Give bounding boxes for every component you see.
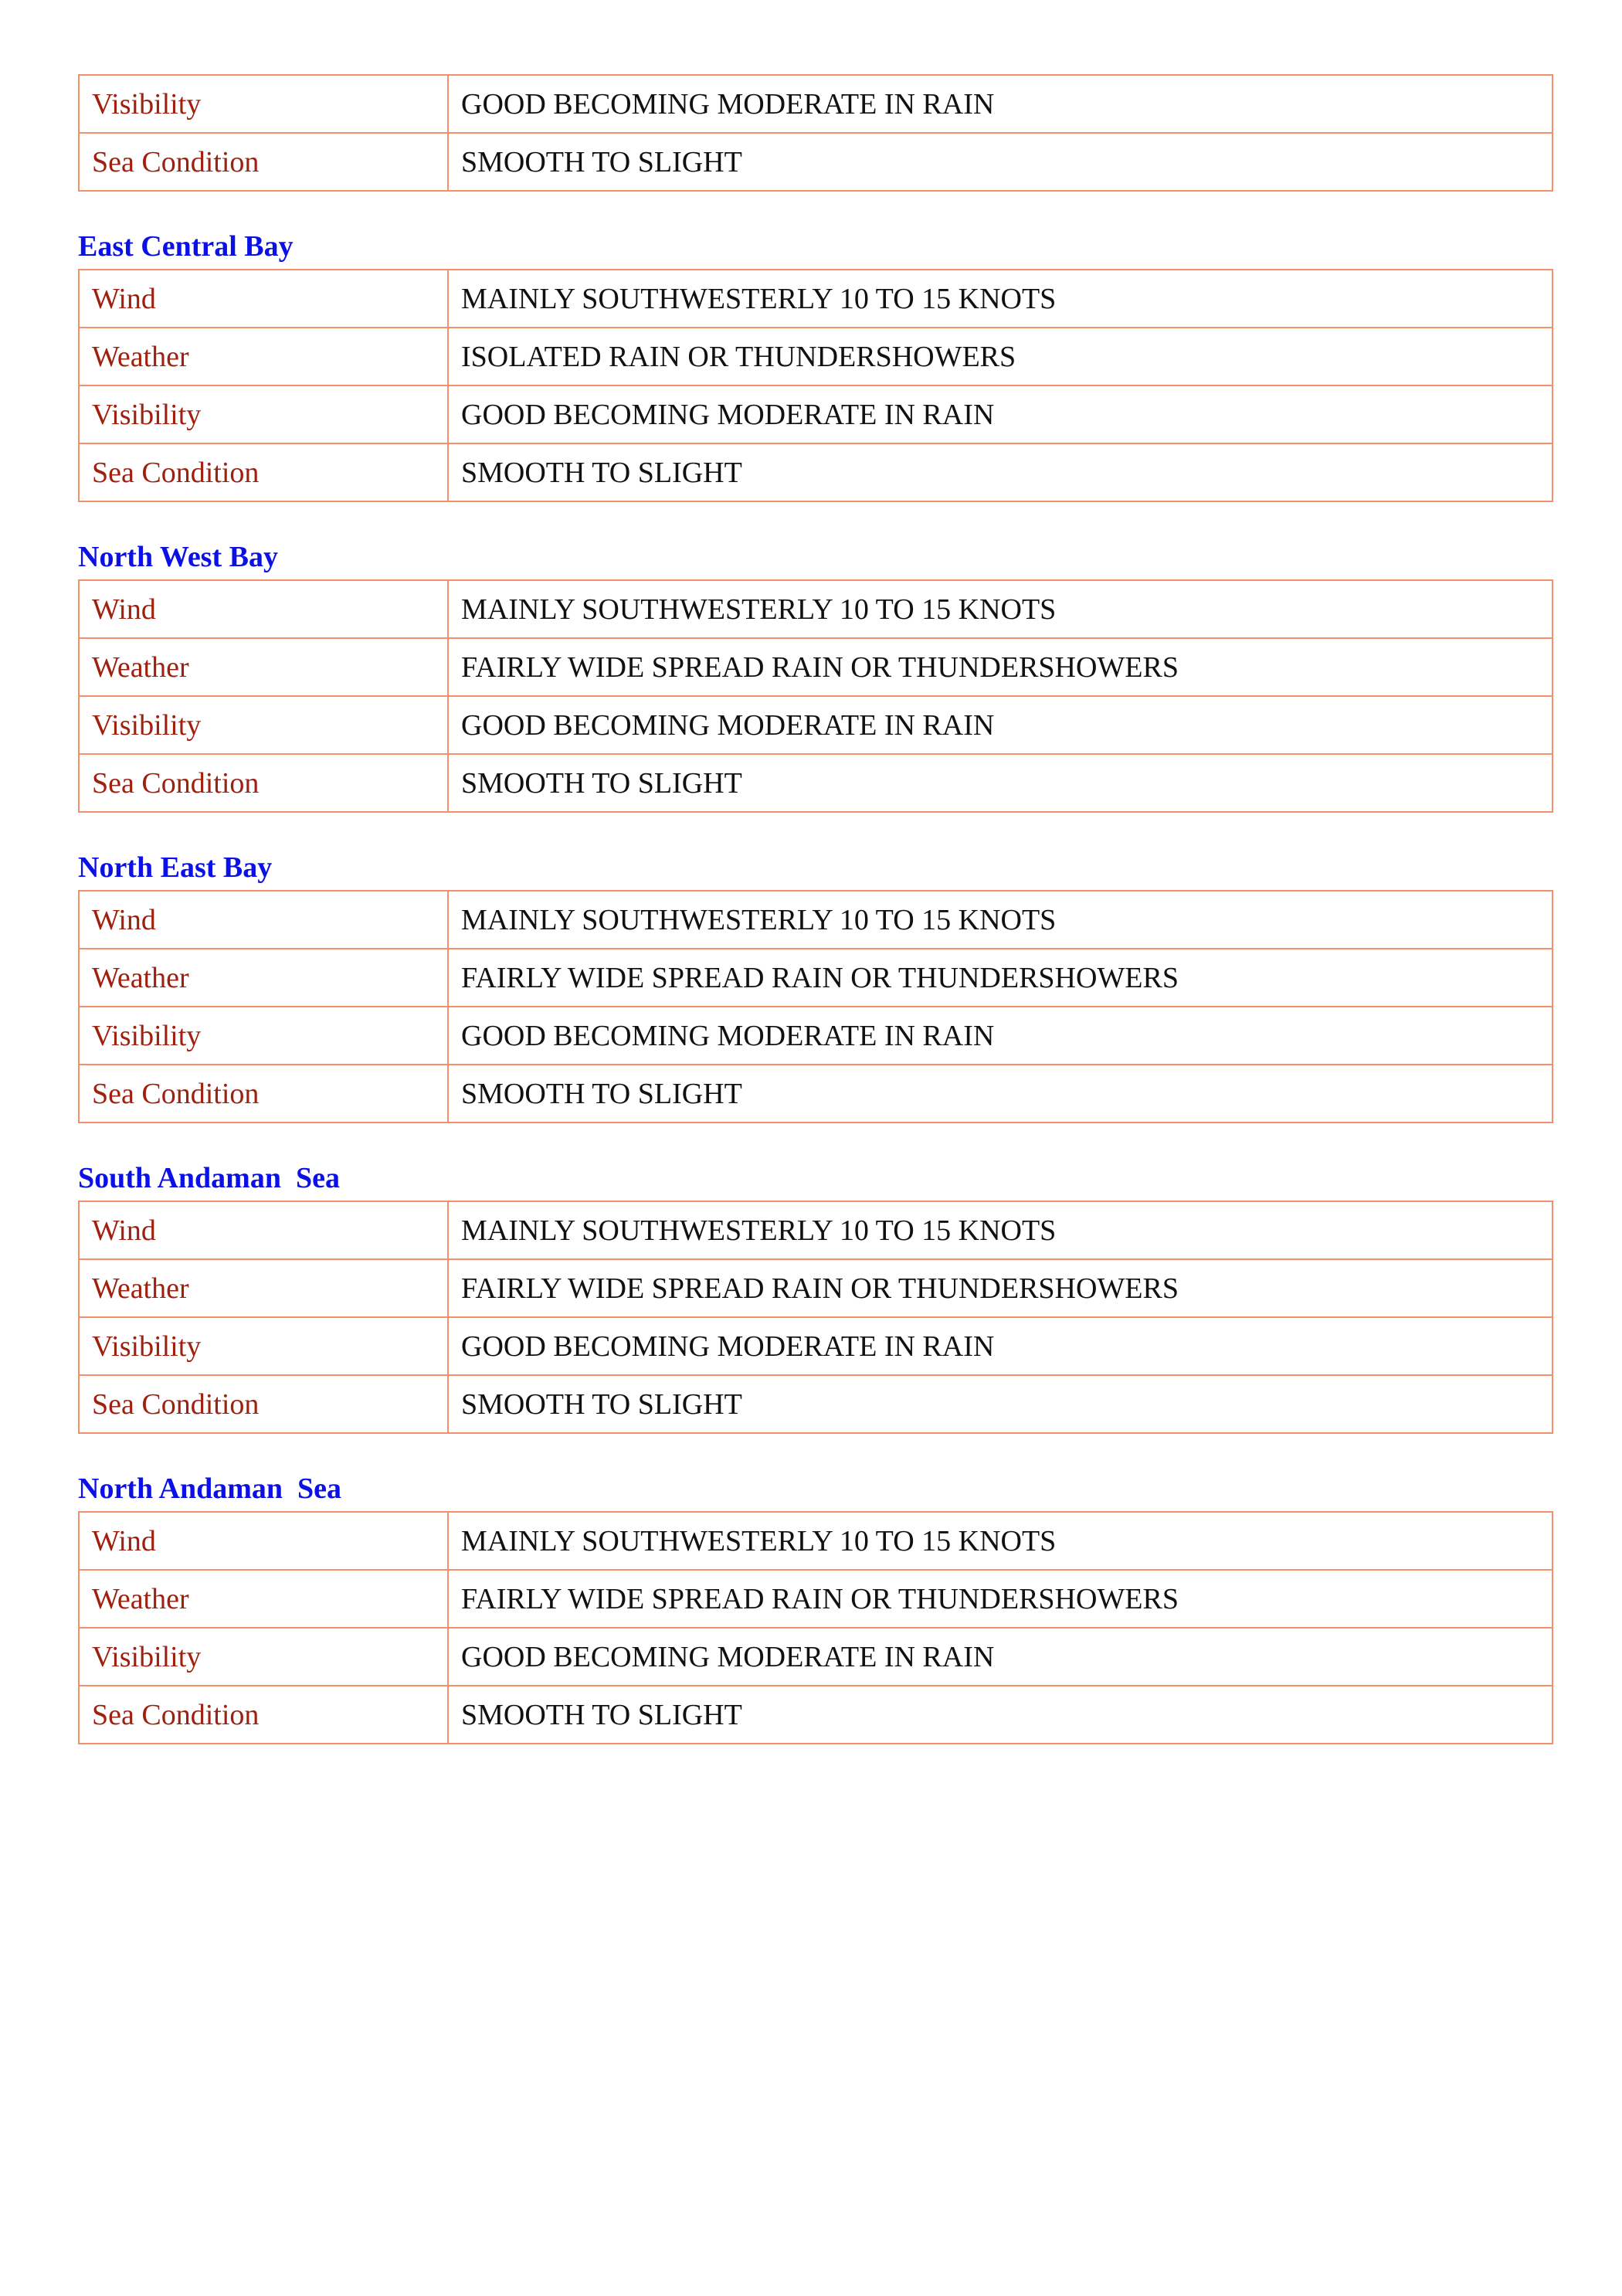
row-label: Wind	[79, 270, 448, 328]
row-label: Visibility	[79, 75, 448, 133]
section-title: South Andaman Sea	[78, 1162, 340, 1194]
row-label: Visibility	[79, 1317, 448, 1375]
table-row	[79, 270, 1552, 328]
row-value: GOOD BECOMING MODERATE IN RAIN	[448, 696, 1552, 754]
table-row	[79, 328, 1552, 385]
section-title: North Andaman Sea	[78, 1472, 341, 1505]
row-label: Wind	[79, 580, 448, 638]
table-row	[79, 1628, 1552, 1686]
row-label: Weather	[79, 638, 448, 696]
row-value: MAINLY SOUTHWESTERLY 10 TO 15 KNOTS	[448, 580, 1552, 638]
row-value: MAINLY SOUTHWESTERLY 10 TO 15 KNOTS	[448, 891, 1552, 949]
row-value: MAINLY SOUTHWESTERLY 10 TO 15 KNOTS	[448, 270, 1552, 328]
table-row	[79, 754, 1552, 812]
section-title: East Central Bay	[78, 230, 294, 263]
table-row	[79, 75, 1552, 133]
row-label: Weather	[79, 949, 448, 1007]
row-value: FAIRLY WIDE SPREAD RAIN OR THUNDERSHOWERS	[448, 638, 1552, 696]
table-row	[79, 1065, 1552, 1123]
row-label: Visibility	[79, 385, 448, 443]
row-value: FAIRLY WIDE SPREAD RAIN OR THUNDERSHOWERS	[448, 1259, 1552, 1317]
row-value: GOOD BECOMING MODERATE IN RAIN	[448, 385, 1552, 443]
row-value: MAINLY SOUTHWESTERLY 10 TO 15 KNOTS	[448, 1512, 1552, 1570]
row-label: Visibility	[79, 696, 448, 754]
row-label: Wind	[79, 891, 448, 949]
row-label: Weather	[79, 328, 448, 385]
table-row	[79, 638, 1552, 696]
table-row	[79, 443, 1552, 501]
row-value: GOOD BECOMING MODERATE IN RAIN	[448, 1007, 1552, 1065]
row-label: Sea Condition	[79, 133, 448, 191]
table-row	[79, 1512, 1552, 1570]
row-label: Wind	[79, 1512, 448, 1570]
table-row	[79, 949, 1552, 1007]
row-value: FAIRLY WIDE SPREAD RAIN OR THUNDERSHOWERS	[448, 949, 1552, 1007]
row-value: SMOOTH TO SLIGHT	[448, 1375, 1552, 1433]
row-label: Weather	[79, 1259, 448, 1317]
row-value: MAINLY SOUTHWESTERLY 10 TO 15 KNOTS	[448, 1201, 1552, 1259]
section-title: North East Bay	[78, 851, 273, 884]
table-row	[79, 580, 1552, 638]
table-row	[79, 891, 1552, 949]
table-row	[79, 385, 1552, 443]
table-row	[79, 696, 1552, 754]
forecast-table	[78, 1511, 1553, 1744]
row-value: SMOOTH TO SLIGHT	[448, 133, 1552, 191]
row-value: FAIRLY WIDE SPREAD RAIN OR THUNDERSHOWERS	[448, 1570, 1552, 1628]
table-row	[79, 1686, 1552, 1744]
row-label: Sea Condition	[79, 1065, 448, 1123]
forecast-table	[78, 1201, 1553, 1434]
row-label: Weather	[79, 1570, 448, 1628]
forecast-table	[78, 74, 1553, 192]
forecast-table	[78, 269, 1553, 502]
row-label: Visibility	[79, 1628, 448, 1686]
forecast-table	[78, 890, 1553, 1123]
table-row	[79, 133, 1552, 191]
table-row	[79, 1259, 1552, 1317]
row-label: Visibility	[79, 1007, 448, 1065]
section-title: North West Bay	[78, 541, 278, 573]
table-row	[79, 1317, 1552, 1375]
table-row	[79, 1570, 1552, 1628]
row-value: GOOD BECOMING MODERATE IN RAIN	[448, 1628, 1552, 1686]
row-label: Sea Condition	[79, 754, 448, 812]
row-value: GOOD BECOMING MODERATE IN RAIN	[448, 75, 1552, 133]
row-label: Sea Condition	[79, 1375, 448, 1433]
table-row	[79, 1375, 1552, 1433]
row-label: Sea Condition	[79, 1686, 448, 1744]
table-row	[79, 1201, 1552, 1259]
row-value: GOOD BECOMING MODERATE IN RAIN	[448, 1317, 1552, 1375]
forecast-table	[78, 579, 1553, 813]
row-value: SMOOTH TO SLIGHT	[448, 443, 1552, 501]
row-value: ISOLATED RAIN OR THUNDERSHOWERS	[448, 328, 1552, 385]
row-label: Wind	[79, 1201, 448, 1259]
row-value: SMOOTH TO SLIGHT	[448, 1065, 1552, 1123]
row-value: SMOOTH TO SLIGHT	[448, 754, 1552, 812]
table-row	[79, 1007, 1552, 1065]
row-label: Sea Condition	[79, 443, 448, 501]
row-value: SMOOTH TO SLIGHT	[448, 1686, 1552, 1744]
